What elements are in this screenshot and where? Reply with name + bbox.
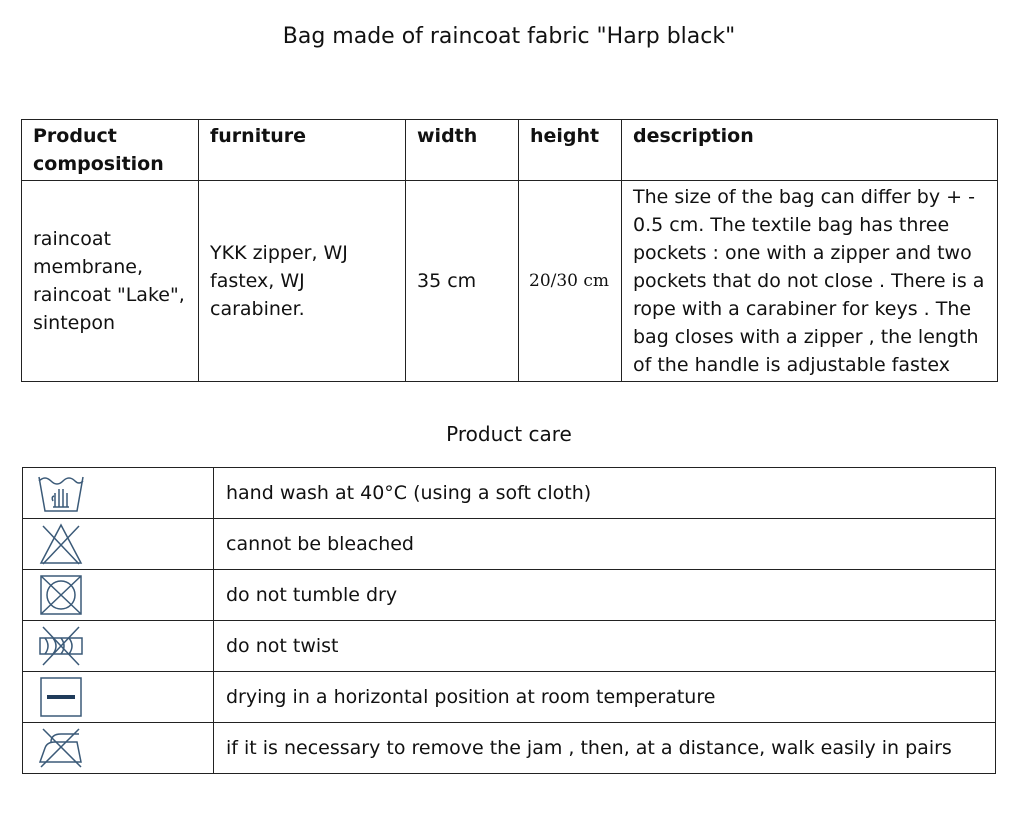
header-description: description [622,120,998,181]
no-iron-icon [37,726,85,770]
document-title: Bag made of raincoat fabric "Harp black" [282,24,736,49]
care-text-no-wring: do not twist [214,621,996,672]
no-wring-icon [37,624,85,668]
care-title: Product care [446,422,572,446]
cell-height: 20/30 cm [519,181,622,382]
care-row [23,723,996,774]
header-height: height [519,120,622,181]
header-width: width [406,120,519,181]
care-row [23,672,996,723]
no-bleach-icon [37,522,85,566]
care-row [23,621,996,672]
header-furniture: furniture [199,120,406,181]
care-text-hand-wash: hand wash at 40°C (using a soft cloth) [214,468,996,519]
product-spec-table [21,119,998,382]
hand-wash-icon [37,471,85,515]
care-row [23,570,996,621]
care-text-dry-flat: drying in a horizontal position at room temperature [214,672,996,723]
care-row [23,519,996,570]
cell-furniture: YKK zipper, WJ fastex, WJ carabiner. [199,181,406,382]
spec-header-row [22,120,998,181]
care-row [23,468,996,519]
dry-flat-icon [37,675,85,719]
cell-description: The size of the bag can differ by + - 0.5 cm. The textile bag has three pockets : one with a zipper and two pockets that do not close . There is a rope with a carabiner for keys . The bag closes with a zipper , the length of the handle is adjustable fastex [622,181,998,382]
care-table [22,467,996,774]
spec-data-row [22,181,998,382]
cell-width: 35 cm [406,181,519,382]
care-text-no-bleach: cannot be bleached [214,519,996,570]
no-tumble-dry-icon [37,573,85,617]
care-text-no-tumble-dry: do not tumble dry [214,570,996,621]
header-composition: Product composition [22,120,199,181]
care-text-no-iron: if it is necessary to remove the jam , then, at a distance, walk easily in pairs [214,723,996,774]
cell-composition: raincoat membrane, raincoat "Lake", sintepon [22,181,199,382]
